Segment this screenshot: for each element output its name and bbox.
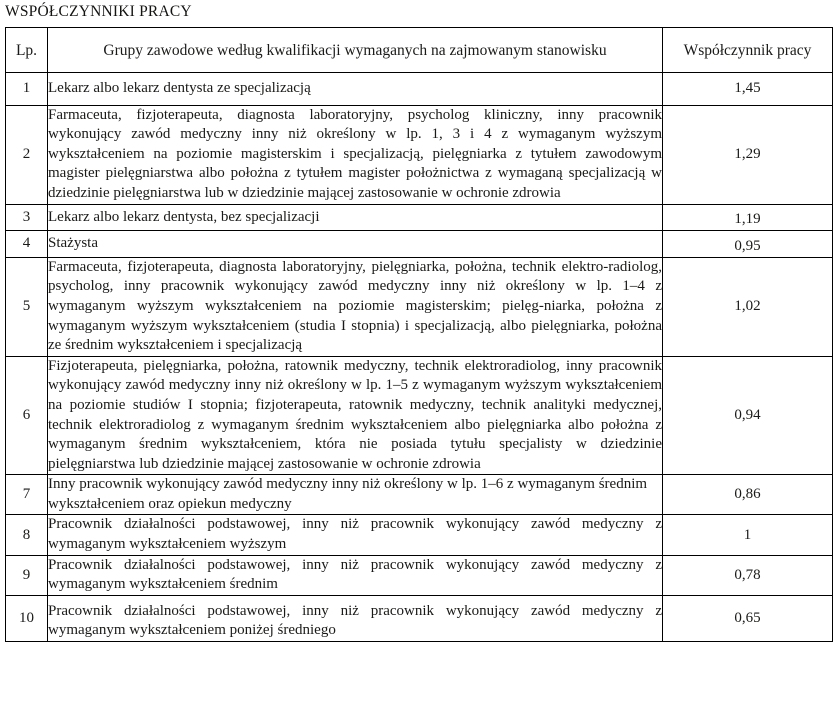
row-number: 10: [6, 595, 48, 641]
column-header-description: Grupy zawodowe według kwalifikacji wymaganych na zajmowanym stanowisku: [48, 28, 663, 73]
row-description: Inny pracownik wykonujący zawód medyczny inny niż określony w lp. 1–6 z wymaganym średnim wykształceniem oraz opiekun medyczny: [48, 475, 663, 515]
row-coefficient: 0,86: [663, 475, 833, 515]
row-number: 5: [6, 257, 48, 356]
row-description: Lekarz albo lekarz dentysta, bez specjalizacji: [48, 204, 663, 231]
table-row: [6, 356, 833, 475]
row-number: 2: [6, 105, 48, 204]
row-number: 9: [6, 555, 48, 595]
row-description: Farmaceuta, fizjoterapeuta, diagnosta laboratoryjny, psycholog kliniczny, inny pracownik wykonujący zawód medyczny inny niż określony w lp. 1, 3 i 4 z wymaganym wyższym wykształceniem na poziomie magisterskim i specjalizacją, pielęgniarka z tytułem zawodowym magister pielęgniarstwa albo położna z tytułem magister położnictwa z wymaganą specjalizacją w dziedzinie pielęgniarstwa lub w dziedzinie mającej zastosowanie w ochronie zdrowia: [48, 105, 663, 204]
row-coefficient: 0,95: [663, 231, 833, 258]
work-coefficients-table: [5, 27, 833, 642]
row-number: 1: [6, 73, 48, 106]
table-row: [6, 231, 833, 258]
row-coefficient: 0,65: [663, 595, 833, 641]
row-coefficient: 1,29: [663, 105, 833, 204]
row-number: 3: [6, 204, 48, 231]
column-header-coefficient: Współczynnik pracy: [663, 28, 833, 73]
row-coefficient: 1: [663, 515, 833, 555]
row-number: 7: [6, 475, 48, 515]
row-number: 6: [6, 356, 48, 475]
row-coefficient: 0,94: [663, 356, 833, 475]
table-body: [6, 73, 833, 642]
table-row: [6, 555, 833, 595]
row-coefficient: 1,19: [663, 204, 833, 231]
row-description: Pracownik działalności podstawowej, inny niż pracownik wykonujący zawód medyczny z wymaganym wykształceniem poniżej średniego: [48, 595, 663, 641]
row-number: 8: [6, 515, 48, 555]
page-title: WSPÓŁCZYNNIKI PRACY: [5, 3, 192, 20]
row-description: Pracownik działalności podstawowej, inny niż pracownik wykonujący zawód medyczny z wymaganym wykształceniem wyższym: [48, 515, 663, 555]
row-description: Stażysta: [48, 231, 663, 258]
row-coefficient: 1,02: [663, 257, 833, 356]
row-coefficient: 1,45: [663, 73, 833, 106]
table-row: [6, 105, 833, 204]
table-header-row: [6, 28, 833, 73]
table-row: [6, 515, 833, 555]
table-row: [6, 204, 833, 231]
row-description: Lekarz albo lekarz dentysta ze specjalizacją: [48, 73, 663, 106]
row-description: Pracownik działalności podstawowej, inny niż pracownik wykonujący zawód medyczny z wymaganym wykształceniem średnim: [48, 555, 663, 595]
table-row: [6, 475, 833, 515]
row-description: Fizjoterapeuta, pielęgniarka, położna, ratownik medyczny, technik elektroradiolog, inny pracownik wykonujący zawód medyczny inny niż określony w lp. 1–5 z wymaganym wyższym wykształceniem na poziomie studiów I stopnia; fizjoterapeuta, ratownik medyczny, technik analityki medycznej, technik elektroradiolog z wymaganym średnim wykształceniem albo pielęgniarka albo położna z wymaganym średnim wykształceniem, która nie posiada tytułu specjalisty w dziedzinie pielęgniarstwa lub dziedzinie mającej zastosowanie w ochronie zdrowia: [48, 356, 663, 475]
table-row: [6, 257, 833, 356]
row-number: 4: [6, 231, 48, 258]
table-row: [6, 595, 833, 641]
row-description: Farmaceuta, fizjoterapeuta, diagnosta laboratoryjny, pielęgniarka, położna, technik elektro-radiolog, psycholog, inny pracownik wykonujący zawód medyczny inny niż określony w lp. 1–4 z wymaganym wyższym wykształceniem na poziomie magisterskim; pielęg-niarka, położna z wymaganym wyższym wykształceniem (studia I stopnia) i specjalizacją, albo pielęgniarka, położna ze średnim wykształceniem i specjalizacją: [48, 257, 663, 356]
row-coefficient: 0,78: [663, 555, 833, 595]
table-row: [6, 73, 833, 106]
column-header-no: Lp.: [6, 28, 48, 73]
